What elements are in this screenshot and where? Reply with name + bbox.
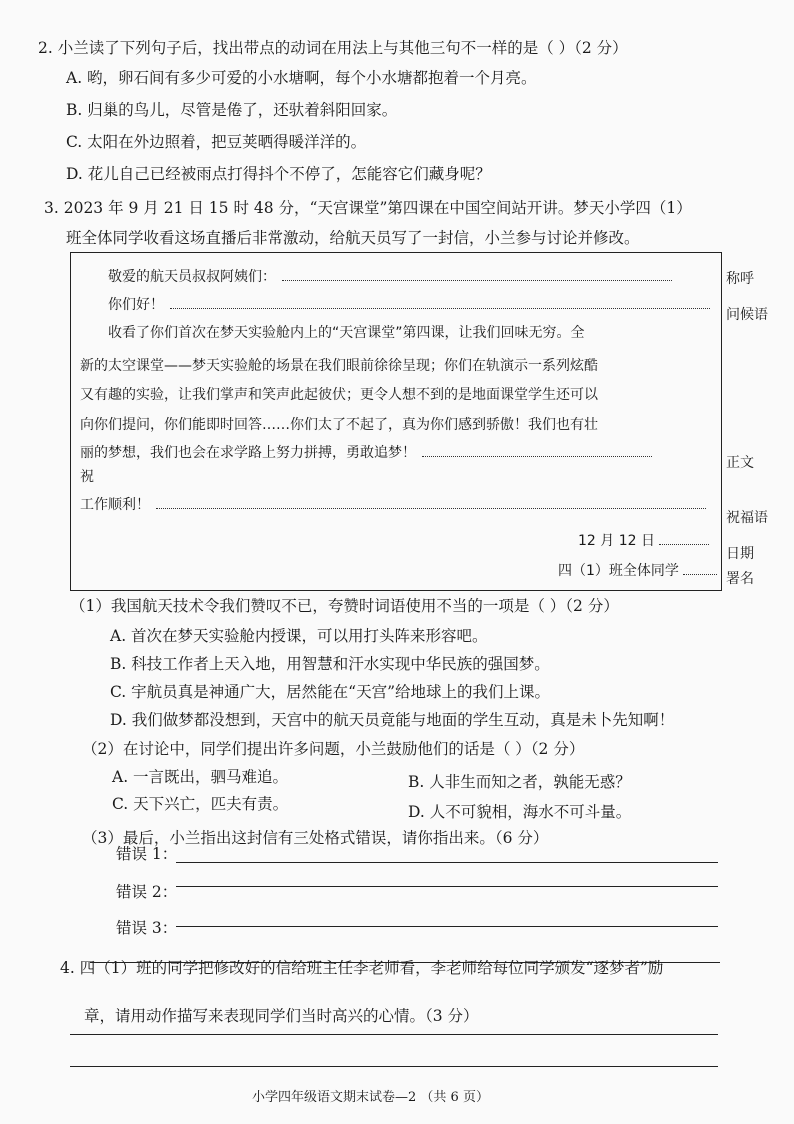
letter-wish-2: 工作顺利！ bbox=[80, 494, 706, 514]
side-label-greeting: 问候语 bbox=[726, 307, 768, 323]
q3-sub3-stem: （3）最后，小兰指出这封信有三处格式错误，请你指出来。（6 分） bbox=[82, 829, 549, 847]
letter-date: 12 月 12 日 bbox=[578, 530, 709, 550]
q3-sub2-option-b: B. 人非生而知之者，孰能无惑？ bbox=[408, 773, 631, 791]
q4-line1: 4. 四（1）班的同学把修改好的信给班主任李老师看，李老师给每位同学颁发“逐梦者”励 bbox=[60, 959, 664, 977]
q4-line2: 章，请用动作描写来表现同学们当时高兴的心情。（3 分） bbox=[84, 1007, 479, 1025]
q2-option-b: B. 归巢的鸟儿，尽管是倦了，还驮着斜阳回家。 bbox=[66, 101, 398, 119]
letter-wish-1: 祝 bbox=[80, 469, 94, 485]
side-label-wish: 祝福语 bbox=[726, 510, 768, 526]
q2-option-d: D. 花儿自己已经被雨点打得抖个不停了，怎能容它们藏身呢？ bbox=[66, 165, 491, 183]
q2-option-c: C. 太阳在外边照着，把豆荚晒得暖洋洋的。 bbox=[66, 133, 367, 151]
q3-sub1-option-a: A. 首次在梦天实验舱内授课，可以用打头阵来形容吧。 bbox=[110, 627, 488, 645]
error-1-label: 错误 1： bbox=[116, 845, 178, 863]
letter-signature: 四（1）班全体同学 bbox=[558, 560, 717, 580]
q4-answer-line-2[interactable] bbox=[70, 1066, 718, 1067]
letter-body-line1: 收看了你们首次在梦天实验舱内上的“天宫课堂”第四课，让我们回味无穷。全 bbox=[108, 325, 585, 341]
q3-sub1-option-d: D. 我们做梦都没想到，天宫中的航天员竟能与地面的学生互动，真是未卜先知啊！ bbox=[110, 711, 675, 729]
q3-sub2-option-d: D. 人不可貌相，海水不可斗量。 bbox=[408, 803, 632, 821]
q3-stem-line1: 3. 2023 年 9 月 21 日 15 时 48 分，“天宫课堂”第四课在中国空间站开讲。梦天小学四（1） bbox=[44, 199, 692, 217]
q2-stem: 2. 小兰读了下列句子后，找出带点的动词在用法上与其他三句不一样的是（ ）（2 分） bbox=[38, 39, 628, 57]
letter-body-line3: 又有趣的实验，让我们掌声和笑声此起彼伏；更令人想不到的是地面课堂学生还可以 bbox=[80, 387, 598, 403]
q3-sub2-stem: （2）在讨论中，同学们提出许多问题，小兰鼓励他们的话是（ ）（2 分） bbox=[82, 740, 585, 758]
letter-greeting: 你们好！ bbox=[108, 294, 710, 314]
q2-option-a: A. 哟，卵石间有多少可爱的小水塘啊，每个小水塘都抱着一个月亮。 bbox=[66, 69, 537, 87]
letter-body-line2: 新的太空课堂——梦天实验舱的场景在我们眼前徐徐呈现；你们在轨演示一系列炫酷 bbox=[80, 358, 598, 374]
side-label-salutation: 称呼 bbox=[726, 271, 754, 287]
error-3-label: 错误 3： bbox=[116, 919, 178, 937]
page-footer: 小学四年级语文期末试卷—2 （共 6 页） bbox=[252, 1090, 489, 1105]
q3-sub2-option-c: C. 天下兴亡，匹夫有责。 bbox=[112, 795, 289, 813]
error-3-answer-line[interactable] bbox=[176, 926, 718, 927]
letter-body-line5: 丽的梦想，我们也会在求学路上努力拼搏，勇敢追梦！ bbox=[80, 442, 652, 462]
letter-salutation: 敬爱的航天员叔叔阿姨们： bbox=[108, 266, 672, 286]
q3-sub1-stem: （1）我国航天技术令我们赞叹不已，夸赞时词语使用不当的一项是（ ）（2 分） bbox=[70, 597, 619, 615]
q3-sub1-option-b: B. 科技工作者上天入地，用智慧和汗水实现中华民族的强国梦。 bbox=[110, 655, 550, 673]
q3-stem-line2: 班全体同学收看这场直播后非常激动，给航天员写了一封信，小兰参与讨论并修改。 bbox=[66, 229, 640, 247]
q3-sub1-option-c: C. 宇航员真是神通广大，居然能在“天宫”给地球上的我们上课。 bbox=[110, 683, 551, 701]
error-2-answer-line[interactable] bbox=[176, 886, 718, 887]
letter-body-line4: 向你们提问，你们能即时回答……你们太了不起了，真为你们感到骄傲！我们也有壮 bbox=[80, 417, 598, 433]
side-label-signature: 署名 bbox=[726, 571, 754, 587]
side-label-date: 日期 bbox=[726, 546, 754, 562]
q3-sub2-option-a: A. 一言既出，驷马难追。 bbox=[112, 768, 289, 786]
side-label-body: 正文 bbox=[726, 455, 754, 471]
error-1-answer-line[interactable] bbox=[176, 862, 718, 863]
q4-top-rule bbox=[90, 962, 720, 963]
q4-answer-line-1[interactable] bbox=[70, 1034, 718, 1035]
error-2-label: 错误 2： bbox=[116, 883, 178, 901]
